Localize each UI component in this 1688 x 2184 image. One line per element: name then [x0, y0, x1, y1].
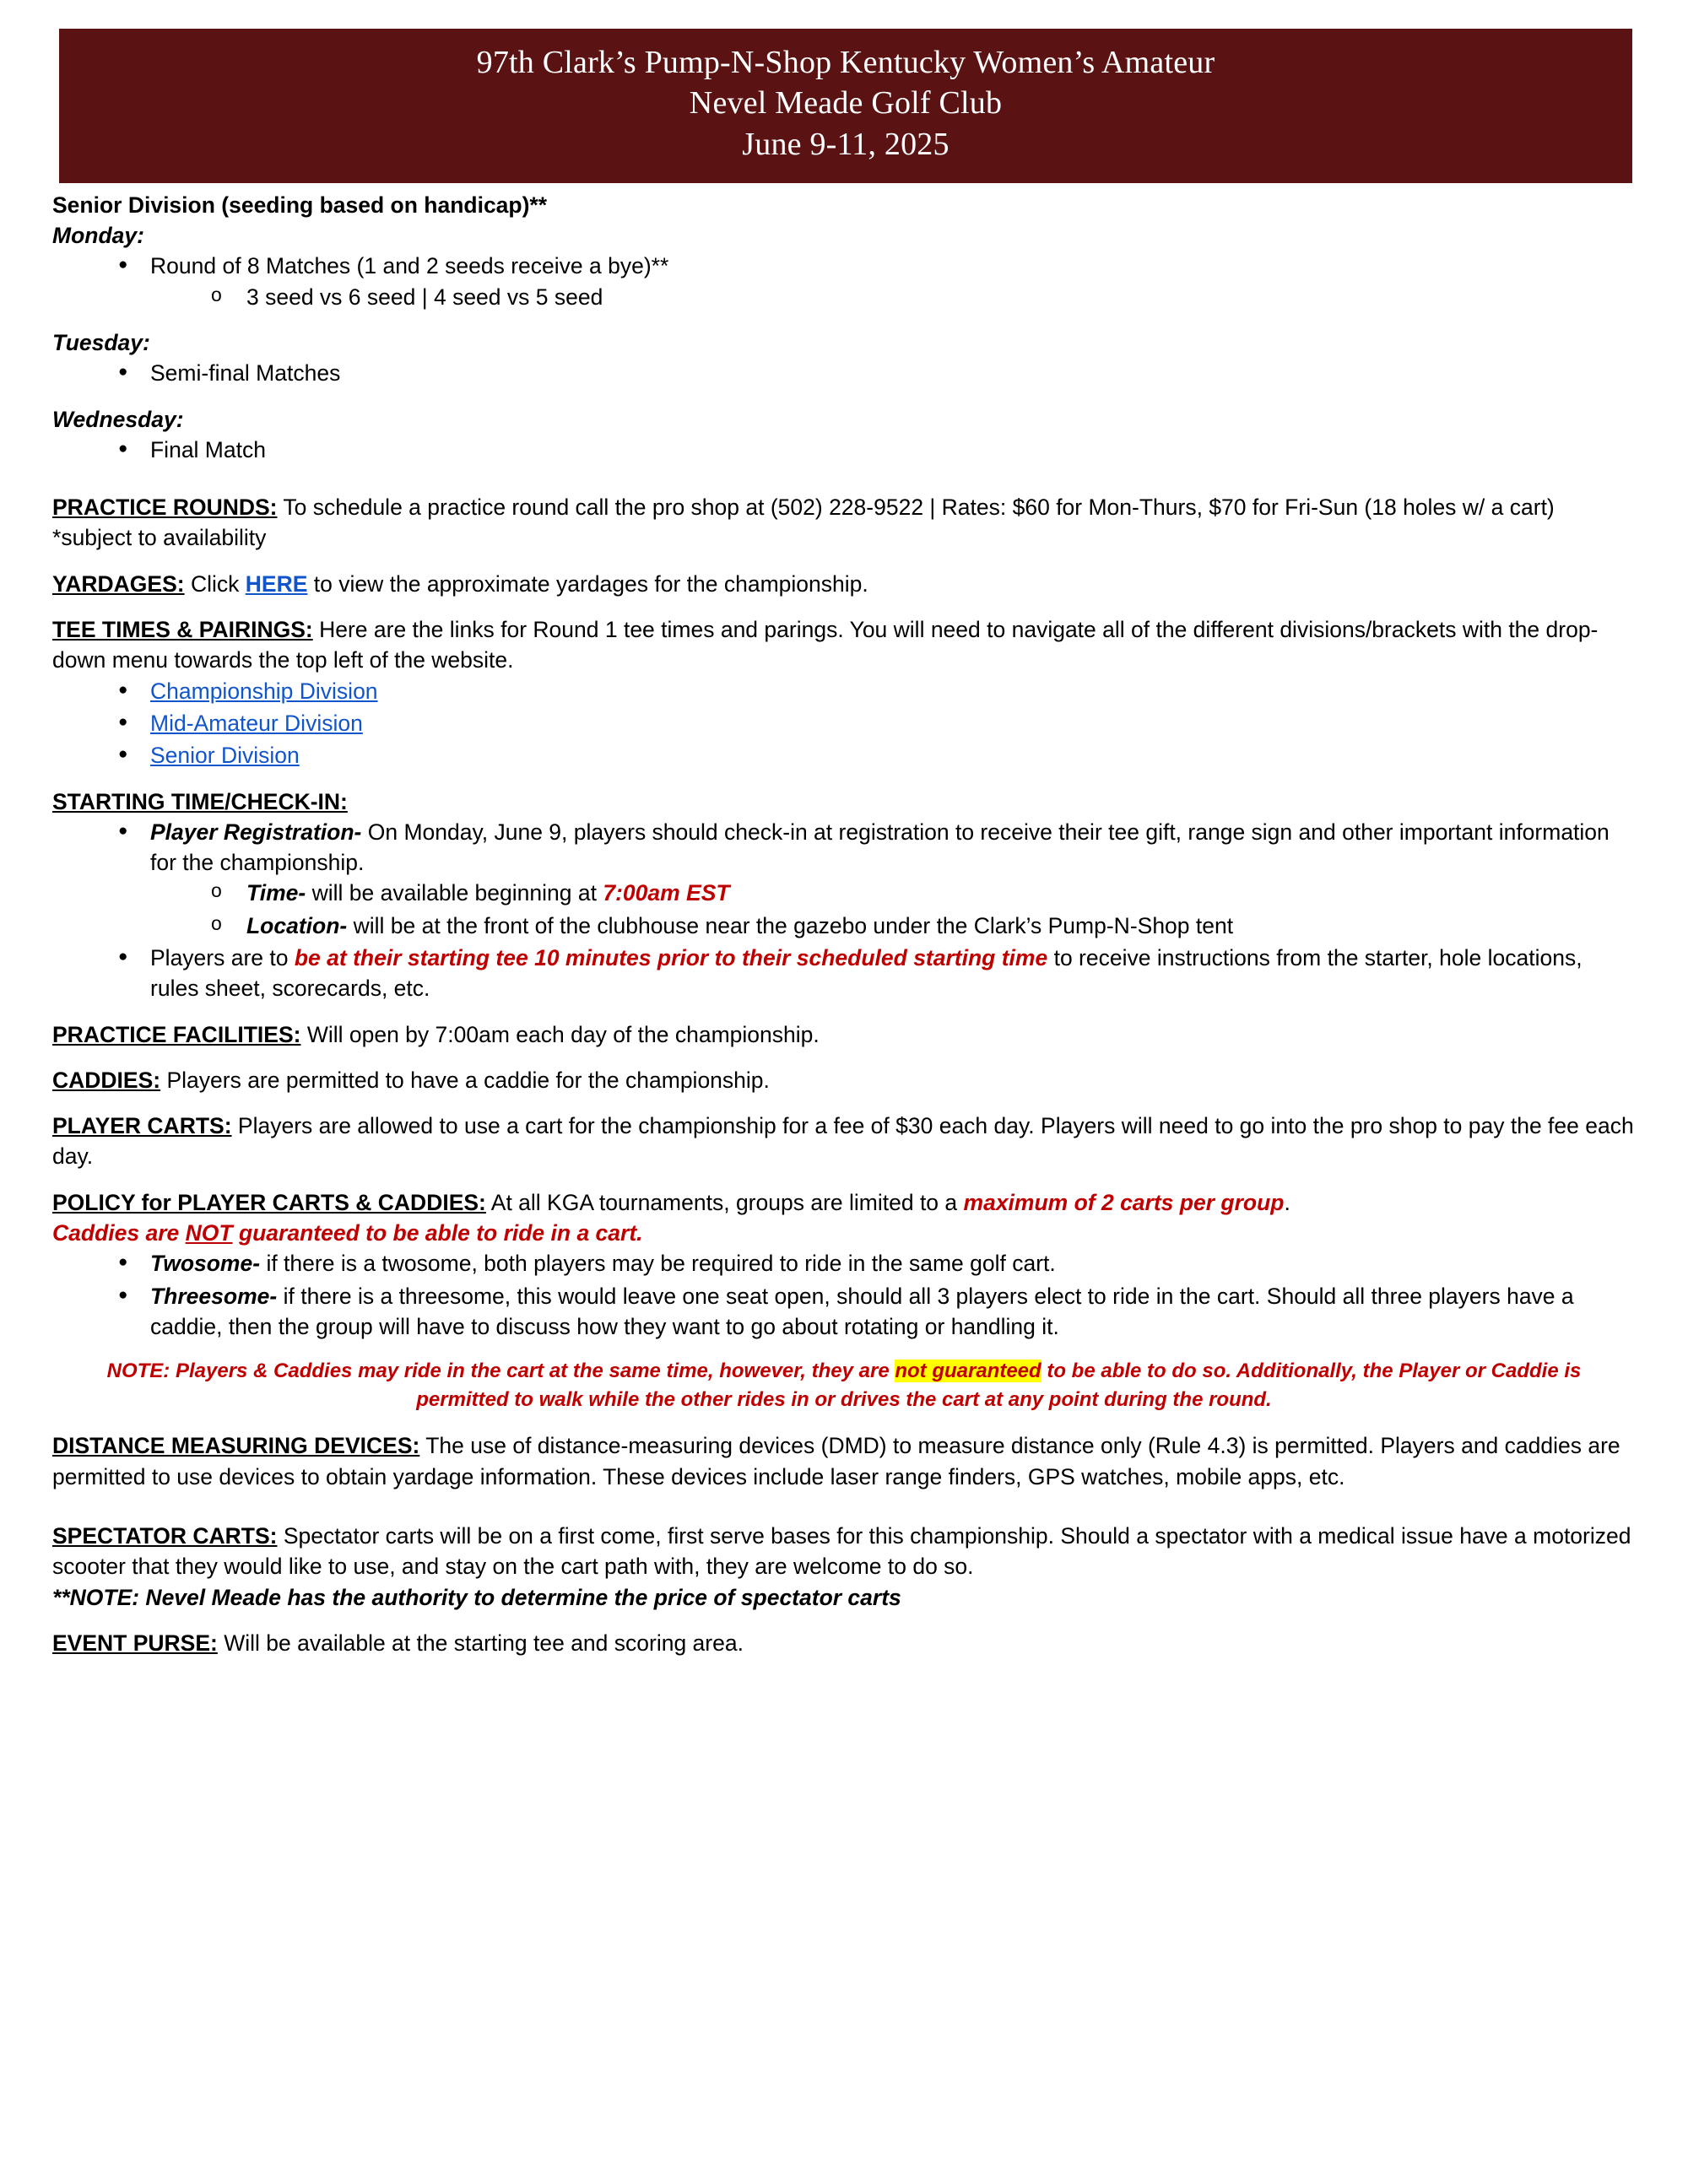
dmd-label: DISTANCE MEASURING DEVICES:: [52, 1433, 420, 1459]
wednesday-list: [52, 435, 1636, 465]
tee-times-label: TEE TIMES & PAIRINGS:: [52, 617, 313, 643]
senior-division-heading: Senior Division (seeding based on handicap)**: [52, 192, 548, 218]
tuesday-list: [52, 358, 1636, 388]
event-purse-label: EVENT PURSE:: [52, 1630, 218, 1656]
cart-note: [52, 1357, 1636, 1414]
document-body: [52, 183, 1636, 1658]
twosome-text: if there is a twosome, both players may be required to ride in the same golf cart.: [266, 1251, 1056, 1277]
tee-times-links-list: [52, 676, 1636, 771]
location-label: Location-: [246, 912, 348, 938]
tuesday-item-0: Semi-final Matches: [150, 360, 341, 387]
cart-note-part2: to be able to do so. Additionally, the Player or Caddie is permitted to walk while the other rides in or drives the cart at any point during the round.: [416, 1360, 1582, 1411]
yardages-text-before: Click: [190, 570, 240, 597]
link-senior-division[interactable]: Senior Division: [150, 743, 300, 769]
list-item: [211, 282, 1636, 312]
caddies-label: CADDIES:: [52, 1067, 161, 1093]
list-item: [118, 708, 1636, 738]
link-championship-division[interactable]: Championship Division: [150, 678, 378, 704]
list-item: [118, 740, 1636, 770]
spectator-carts-paragraph: [52, 1521, 1636, 1582]
practice-facilities-paragraph: [52, 1019, 1636, 1050]
caddies-text: Players are permitted to have a caddie for the championship.: [166, 1067, 770, 1093]
list-item: [118, 251, 1636, 312]
tee-times-text: Here are the links for Round 1 tee times and parings. You will need to navigate all of the different divisions/brackets with the drop-down menu towards the top left of the website.: [52, 617, 1599, 673]
twosome-label: Twosome-: [150, 1251, 261, 1277]
policy-label: POLICY for PLAYER CARTS & CADDIES:: [52, 1189, 486, 1215]
cart-note-highlight: not guaranteed: [895, 1360, 1041, 1383]
caddies-paragraph: [52, 1065, 1636, 1095]
policy-text-before: At all KGA tournaments, groups are limited to a: [490, 1189, 958, 1215]
policy-emphasis-carts: maximum of 2 carts per group: [963, 1189, 1285, 1215]
wednesday-label: Wednesday:: [52, 406, 184, 432]
policy-list: [52, 1248, 1636, 1342]
monday-sublist: [150, 282, 1636, 312]
starting-time-sublist: [150, 878, 1636, 941]
policy-paragraph: [52, 1187, 1636, 1218]
starting-tee-text-after: to receive instructions from the starter, hole locations, rules sheet, scorecards, etc.: [150, 944, 1582, 1002]
list-item: [211, 911, 1636, 941]
yardages-text-after: to view the approximate yardages for the championship.: [313, 570, 868, 597]
location-text: will be at the front of the clubhouse near the gazebo under the Clark’s Pump-N-Shop tent: [353, 912, 1234, 938]
monday-subitem-0: 3 seed vs 6 seed | 4 seed vs 5 seed: [246, 284, 603, 310]
starting-time-label: STARTING TIME/CHECK-IN:: [52, 788, 348, 814]
threesome-label: Threesome-: [150, 1283, 278, 1309]
player-carts-label: PLAYER CARTS:: [52, 1113, 232, 1139]
practice-rounds-label: PRACTICE ROUNDS:: [52, 495, 278, 521]
wednesday-item-0: Final Match: [150, 436, 266, 462]
tuesday-label: Tuesday:: [52, 329, 150, 355]
list-item: [118, 943, 1636, 1004]
practice-facilities-label: PRACTICE FACILITIES:: [52, 1021, 301, 1047]
list-item: [118, 435, 1636, 465]
list-item: [118, 1281, 1636, 1343]
link-mid-amateur-division[interactable]: Mid-Amateur Division: [150, 710, 363, 736]
dmd-text: The use of distance-measuring devices (DMD) to measure distance only (Rule 4.3) is permitted. Players and caddies are permitted to use devices to obtain yardage information. These devices include laser range finders, GPS watches, mobile apps, etc.: [52, 1433, 1620, 1489]
list-item: [118, 358, 1636, 388]
policy-caddies-after: guaranteed to be able to ride in a cart.: [238, 1220, 643, 1246]
list-item: [118, 676, 1636, 706]
list-item: [118, 817, 1636, 941]
starting-time-heading: [52, 787, 1636, 817]
policy-caddies-line: [52, 1218, 1636, 1248]
player-carts-text: Players are allowed to use a cart for the championship for a fee of $30 each day. Players will need to go into the pro shop to pay the fee each day.: [52, 1113, 1634, 1170]
starting-tee-emphasis: be at their starting tee 10 minutes prior to their scheduled starting time: [294, 944, 1048, 970]
list-item: [118, 1248, 1636, 1279]
monday-item-0: Round of 8 Matches (1 and 2 seeds receive a bye)**: [150, 253, 669, 279]
threesome-text: if there is a threesome, this would leave one seat open, should all 3 players elect to ride in the cart. Should all three players have a caddie, then the group will have to discuss how they want to go about rotating or handling it.: [150, 1283, 1574, 1339]
banner-line-1: 97th Clark’s Pump-N-Shop Kentucky Women’s Amateur: [476, 45, 1215, 80]
time-value: 7:00am EST: [603, 880, 730, 906]
practice-facilities-text: Will open by 7:00am each day of the championship.: [306, 1021, 820, 1047]
event-purse-text: Will be available at the starting tee and scoring area.: [224, 1630, 744, 1656]
starting-time-list: [52, 817, 1636, 1004]
monday-label: Monday:: [52, 223, 144, 249]
player-registration-label: Player Registration-: [150, 819, 362, 845]
yardages-paragraph: [52, 569, 1636, 599]
player-registration-text: On Monday, June 9, players should check-in at registration to receive their tee gift, range sign and other important information for the championship.: [150, 819, 1610, 876]
cart-note-part1: NOTE: Players & Caddies may ride in the cart at the same time, however, they are: [106, 1360, 890, 1383]
player-carts-paragraph: [52, 1111, 1636, 1172]
monday-list: [52, 251, 1636, 312]
spectator-carts-text: Spectator carts will be on a first come, first serve bases for this championship. Should a spectator with a medical issue have a motorized scooter that they would like to use, and stay on the cart path with, they are welcome to do so.: [52, 1523, 1631, 1580]
policy-caddies-before: Caddies are: [52, 1220, 180, 1246]
yardages-label: YARDAGES:: [52, 570, 185, 597]
time-text-before: will be available beginning at: [311, 880, 597, 906]
list-item: [211, 878, 1636, 908]
time-label: Time-: [246, 880, 306, 906]
event-purse-paragraph: [52, 1628, 1636, 1658]
banner-line-2: Nevel Meade Golf Club: [689, 85, 1003, 122]
spectator-carts-label: SPECTATOR CARTS:: [52, 1523, 278, 1549]
dmd-paragraph: [52, 1430, 1636, 1492]
tee-times-paragraph: [52, 614, 1636, 676]
policy-caddies-not: NOT: [185, 1220, 233, 1246]
title-banner: [59, 29, 1632, 183]
practice-rounds-paragraph: [52, 492, 1636, 554]
policy-period: .: [1284, 1189, 1290, 1215]
spectator-carts-note: **NOTE: Nevel Meade has the authority to determine the price of spectator carts: [52, 1584, 901, 1610]
starting-tee-text-before: Players are to: [150, 944, 289, 970]
banner-line-3: June 9-11, 2025: [742, 126, 950, 162]
practice-rounds-text: To schedule a practice round call the pro shop at (502) 228-9522 | Rates: $60 for Mon-Thurs, $70 for Fri-Sun (18 holes w/ a cart) *subject to availability: [52, 495, 1555, 551]
yardages-here-link[interactable]: HERE: [245, 570, 308, 597]
